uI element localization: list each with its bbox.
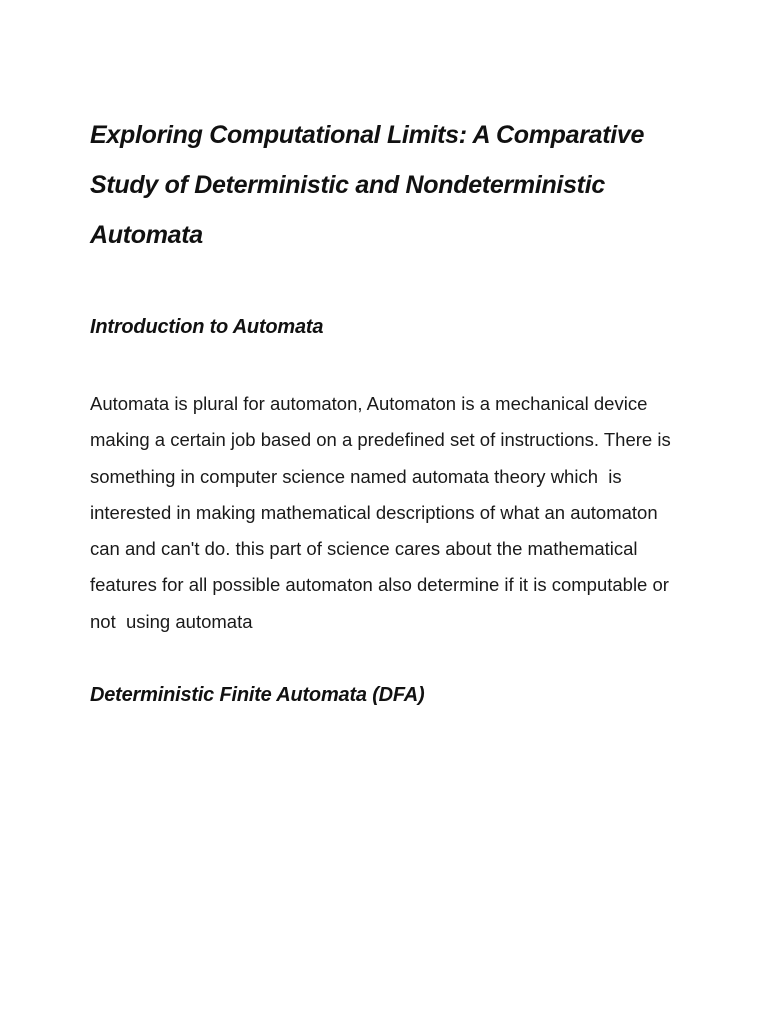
introduction-paragraph: Automata is plural for automaton, Automaton is a mechanical device making a certain job based on a predefined set of instructions. There is something in computer science named automata theory which is interested in making mathematical descriptions of what an automaton can and can't do. this part of science cares about the mathematical features for all possible automaton also determine if it is computable or not using automata bbox=[90, 393, 676, 632]
section-heading-introduction: Introduction to Automata bbox=[90, 316, 324, 338]
section-heading-dfa: Deterministic Finite Automata (DFA) bbox=[90, 684, 425, 707]
document-title: Exploring Computational Limits: A Comparative Study of Deterministic and Nondeterministic Automata bbox=[90, 121, 645, 249]
document-content bbox=[90, 110, 680, 710]
